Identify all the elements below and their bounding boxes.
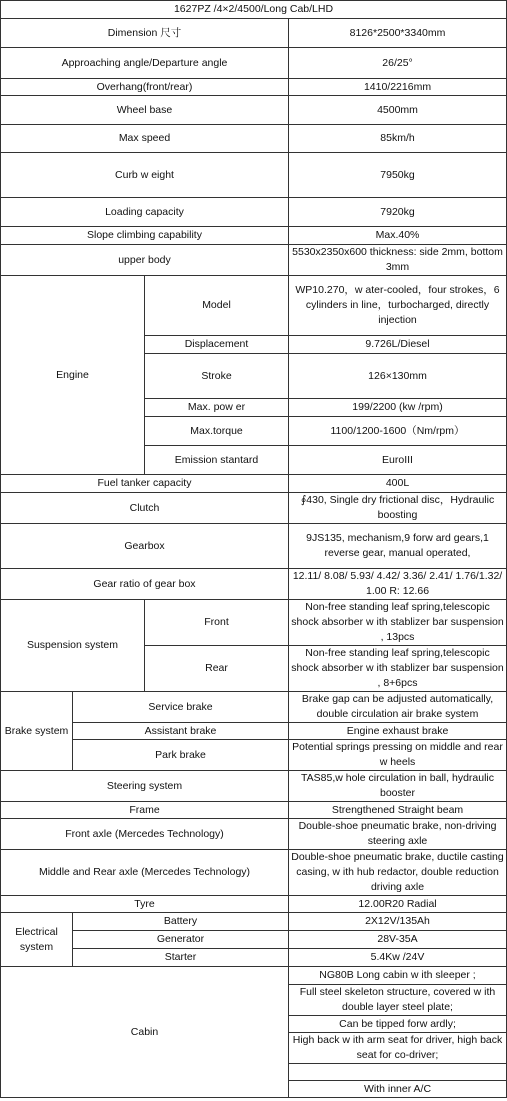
label-fuel-tank: Fuel tanker capacity <box>1 475 289 493</box>
label-slope-climbing: Slope climbing capability <box>1 227 289 245</box>
label-starter: Starter <box>73 949 289 967</box>
value-rear-axle: Double-shoe pneumatic brake, ductile casting casing, w ith hub redactor, double reduction driving axle <box>289 850 507 896</box>
label-curb-weight: Curb w eight <box>1 153 289 198</box>
label-displacement: Displacement <box>145 336 289 354</box>
label-gearbox: Gearbox <box>1 524 289 569</box>
value-starter: 5.4Kw /24V <box>289 949 507 967</box>
label-dimension: Dimension 尺寸 <box>1 19 289 48</box>
label-park-brake: Park brake <box>73 740 289 771</box>
group-electrical: Electrical system <box>1 913 73 967</box>
value-curb-weight: 7950kg <box>289 153 507 198</box>
label-emission: Emission stantard <box>145 446 289 475</box>
group-suspension: Suspension system <box>1 600 145 692</box>
label-suspension-rear: Rear <box>145 646 289 692</box>
value-engine-model: WP10.270，w ater-cooled，four strokes，6 cylinders in line，turbocharged, directly injection <box>289 276 507 336</box>
value-park-brake: Potential springs pressing on middle and rear w heels <box>289 740 507 771</box>
value-max-power: 199/2200 (kw /rpm) <box>289 399 507 417</box>
label-engine-model: Model <box>145 276 289 336</box>
cabin-item: Full steel skeleton structure, covered w ith double layer steel plate; <box>289 985 507 1016</box>
value-slope-climbing: Max.40% <box>289 227 507 245</box>
value-upper-body: 5530x2350x600 thickness: side 2mm, bottom 3mm <box>289 245 507 276</box>
label-clutch: Clutch <box>1 493 289 524</box>
label-max-power: Max. pow er <box>145 399 289 417</box>
label-suspension-front: Front <box>145 600 289 646</box>
value-gearbox: 9JS135, mechanism,9 forw ard gears,1 reverse gear, manual operated, <box>289 524 507 569</box>
label-steering: Steering system <box>1 771 289 802</box>
value-overhang: 1410/2216mm <box>289 79 507 96</box>
value-front-axle: Double-shoe pneumatic brake, non-driving steering axle <box>289 819 507 850</box>
value-tyre: 12.00R20 Radial <box>289 896 507 913</box>
value-assistant-brake: Engine exhaust brake <box>289 723 507 740</box>
value-displacement: 9.726L/Diesel <box>289 336 507 354</box>
label-overhang: Overhang(front/rear) <box>1 79 289 96</box>
label-service-brake: Service brake <box>73 692 289 723</box>
label-battery: Battery <box>73 913 289 931</box>
label-generator: Generator <box>73 931 289 949</box>
label-wheel-base: Wheel base <box>1 96 289 125</box>
cabin-item: Can be tipped forw ardly; <box>289 1016 507 1033</box>
cabin-item: High back w ith arm seat for driver, high back seat for co-driver; <box>289 1033 507 1064</box>
cabin-item <box>289 1064 507 1081</box>
value-fuel-tank: 400L <box>289 475 507 493</box>
label-max-speed: Max speed <box>1 125 289 153</box>
label-rear-axle: Middle and Rear axle (Mercedes Technology) <box>1 850 289 896</box>
cabin-item: NG80B Long cabin w ith sleeper ; <box>289 967 507 985</box>
label-assistant-brake: Assistant brake <box>73 723 289 740</box>
value-stroke: 126×130mm <box>289 354 507 399</box>
value-max-torque: 1100/1200-1600（Nm/rpm） <box>289 417 507 446</box>
value-approach-angle: 26/25° <box>289 48 507 79</box>
value-max-speed: 85km/h <box>289 125 507 153</box>
value-suspension-rear: Non-free standing leaf spring,telescopic shock absorber w ith stablizer bar suspension , 8+6pcs <box>289 646 507 692</box>
value-dimension: 8126*2500*3340mm <box>289 19 507 48</box>
label-gear-ratio: Gear ratio of gear box <box>1 569 289 600</box>
value-clutch: ∮430, Single dry frictional disc，Hydraulic boosting <box>289 493 507 524</box>
label-approach-angle: Approaching angle/Departure angle <box>1 48 289 79</box>
value-steering: TAS85,w hole circulation in ball, hydraulic booster <box>289 771 507 802</box>
label-stroke: Stroke <box>145 354 289 399</box>
label-loading-capacity: Loading capacity <box>1 198 289 227</box>
label-frame: Frame <box>1 802 289 819</box>
value-frame: Strengthened Straight beam <box>289 802 507 819</box>
value-service-brake: Brake gap can be adjusted automatically, double circulation air brake system <box>289 692 507 723</box>
group-cabin: Cabin <box>1 967 289 1098</box>
value-wheel-base: 4500mm <box>289 96 507 125</box>
group-brake: Brake system <box>1 692 73 771</box>
value-loading-capacity: 7920kg <box>289 198 507 227</box>
value-battery: 2X12V/135Ah <box>289 913 507 931</box>
label-tyre: Tyre <box>1 896 289 913</box>
value-generator: 28V-35A <box>289 931 507 949</box>
label-upper-body: upper body <box>1 245 289 276</box>
label-front-axle: Front axle (Mercedes Technology) <box>1 819 289 850</box>
label-max-torque: Max.torque <box>145 417 289 446</box>
cabin-item: With inner A/C <box>289 1081 507 1098</box>
table-title: 1627PZ /4×2/4500/Long Cab/LHD <box>1 1 507 19</box>
value-suspension-front: Non-free standing leaf spring,telescopic shock absorber w ith stablizer bar suspension , 13pcs <box>289 600 507 646</box>
value-emission: EuroIII <box>289 446 507 475</box>
group-engine: Engine <box>1 276 145 475</box>
value-gear-ratio: 12.11/ 8.08/ 5.93/ 4.42/ 3.36/ 2.41/ 1.76/1.32/ 1.00 R: 12.66 <box>289 569 507 600</box>
